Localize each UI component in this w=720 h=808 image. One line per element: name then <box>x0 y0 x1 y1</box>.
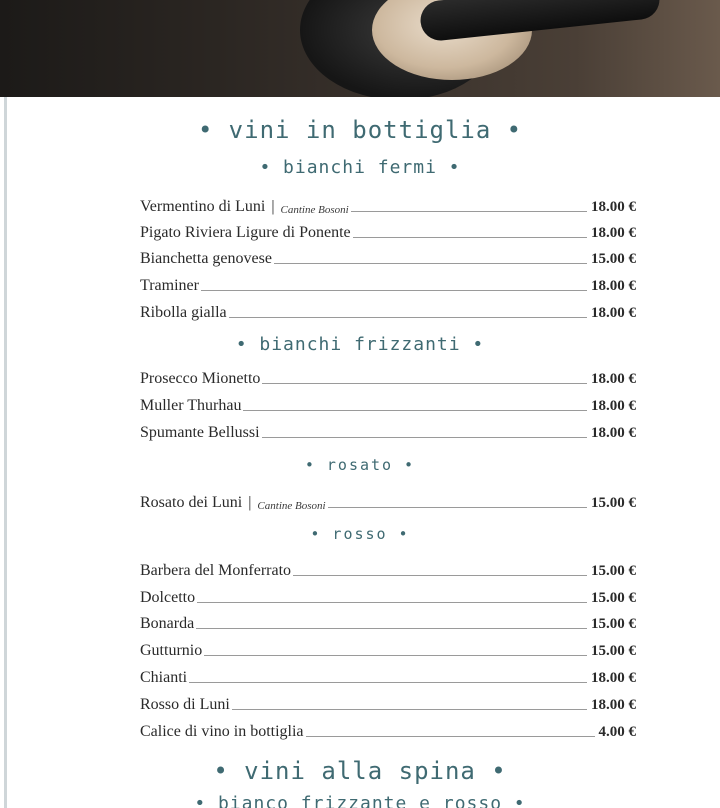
subtitle-text: rosso <box>332 525 388 543</box>
wine-price: 18.00 € <box>591 697 636 713</box>
dotted-leader <box>353 237 587 238</box>
dotted-leader <box>262 437 587 438</box>
dotted-leader <box>196 628 587 629</box>
wine-row <box>140 490 636 512</box>
bullet-icon: • <box>448 157 461 178</box>
dotted-leader <box>232 709 587 710</box>
dotted-leader <box>274 263 587 264</box>
section-title-vini-in-bottiglia <box>0 116 720 144</box>
dotted-leader <box>197 602 587 603</box>
bottle-neck-shape <box>419 0 662 42</box>
wine-name: Bonarda <box>140 615 195 632</box>
wine-price: 18.00 € <box>591 398 636 414</box>
bullet-icon: • <box>404 456 415 474</box>
bullet-icon: • <box>213 757 229 785</box>
bullet-icon: • <box>194 793 207 808</box>
wine-row <box>140 220 636 242</box>
bullet-icon: • <box>491 757 507 785</box>
wine-name: Rosso di Luni <box>140 696 230 713</box>
wine-price: 18.00 € <box>591 371 636 387</box>
wine-row <box>140 273 636 295</box>
wine-row <box>140 194 636 216</box>
dotted-leader <box>201 290 587 291</box>
wine-name: Dolcetto <box>140 589 196 606</box>
subtitle-text: rosato <box>326 456 394 474</box>
bullet-icon: • <box>513 793 526 808</box>
dotted-leader <box>262 383 587 384</box>
subtitle-text: bianco frizzante e rosso <box>217 793 503 808</box>
wine-name: Rosato dei Luni <box>140 494 243 511</box>
bullet-icon: • <box>310 525 322 543</box>
wine-price: 15.00 € <box>591 495 636 511</box>
wine-row <box>140 558 636 580</box>
wine-name: Gutturnio <box>140 642 203 659</box>
wine-price: 15.00 € <box>591 590 636 606</box>
bullet-icon: • <box>198 116 214 144</box>
wine-price: 15.00 € <box>591 616 636 632</box>
wine-row <box>140 393 636 415</box>
wine-row <box>140 638 636 660</box>
wine-price: 18.00 € <box>591 199 636 215</box>
wine-name: Vermentino di Luni <box>140 198 266 215</box>
wine-producer: Cantine Bosoni <box>280 204 349 216</box>
wine-price: 18.00 € <box>591 225 636 241</box>
dotted-leader <box>229 317 587 318</box>
dotted-leader <box>204 655 587 656</box>
subsection-title-rosso <box>0 525 720 543</box>
wine-row <box>140 300 636 322</box>
wine-price: 18.00 € <box>591 670 636 686</box>
subsection-title-bianchi-fermi <box>0 157 720 178</box>
wine-row <box>140 366 636 388</box>
wine-row <box>140 246 636 268</box>
wine-price: 18.00 € <box>591 278 636 294</box>
wine-price: 15.00 € <box>591 563 636 579</box>
wine-row <box>140 585 636 607</box>
wine-name: Prosecco Mionetto <box>140 370 261 387</box>
wine-name: Bianchetta genovese <box>140 250 272 267</box>
bullet-icon: • <box>398 525 410 543</box>
wine-row <box>140 611 636 633</box>
wine-name: Muller Thurhau <box>140 397 242 414</box>
section-title-vini-alla-spina <box>0 757 720 785</box>
dotted-leader <box>328 507 587 508</box>
dotted-leader <box>189 682 587 683</box>
separator: | <box>248 494 252 511</box>
wine-row <box>140 719 636 741</box>
dotted-leader <box>306 736 595 737</box>
title-text: vini alla spina <box>244 757 476 785</box>
wine-name: Barbera del Monferrato <box>140 562 292 579</box>
wine-row <box>140 665 636 687</box>
bullet-icon: • <box>235 334 248 355</box>
title-text: vini in bottiglia <box>228 116 492 144</box>
wine-price: 15.00 € <box>591 251 636 267</box>
subsection-title-bianco-frizzante-e-rosso <box>0 793 720 808</box>
bullet-icon: • <box>259 157 272 178</box>
separator: | <box>271 198 275 215</box>
wine-name: Traminer <box>140 277 199 294</box>
wine-price: 18.00 € <box>591 305 636 321</box>
wine-name: Chianti <box>140 669 188 686</box>
bullet-icon: • <box>305 456 316 474</box>
left-border <box>4 97 7 808</box>
dotted-leader <box>293 575 587 576</box>
wine-row <box>140 692 636 714</box>
subsection-title-rosato <box>0 456 720 474</box>
dotted-leader <box>351 211 587 212</box>
bullet-icon: • <box>472 334 485 355</box>
wine-price: 15.00 € <box>591 643 636 659</box>
subsection-title-bianchi-frizzanti <box>0 334 720 355</box>
bullet-icon: • <box>506 116 522 144</box>
subtitle-text: bianchi frizzanti <box>259 334 461 355</box>
subtitle-text: bianchi fermi <box>283 157 437 178</box>
wine-row <box>140 420 636 442</box>
wine-price: 18.00 € <box>591 425 636 441</box>
header-photo <box>0 0 720 97</box>
dotted-leader <box>243 410 587 411</box>
wine-name: Ribolla gialla <box>140 304 227 321</box>
wine-producer: Cantine Bosoni <box>257 500 326 512</box>
wine-name: Spumante Bellussi <box>140 424 260 441</box>
wine-name: Calice di vino in bottiglia <box>140 723 304 740</box>
wine-name: Pigato Riviera Ligure di Ponente <box>140 224 351 241</box>
wine-price: 4.00 € <box>598 724 636 740</box>
